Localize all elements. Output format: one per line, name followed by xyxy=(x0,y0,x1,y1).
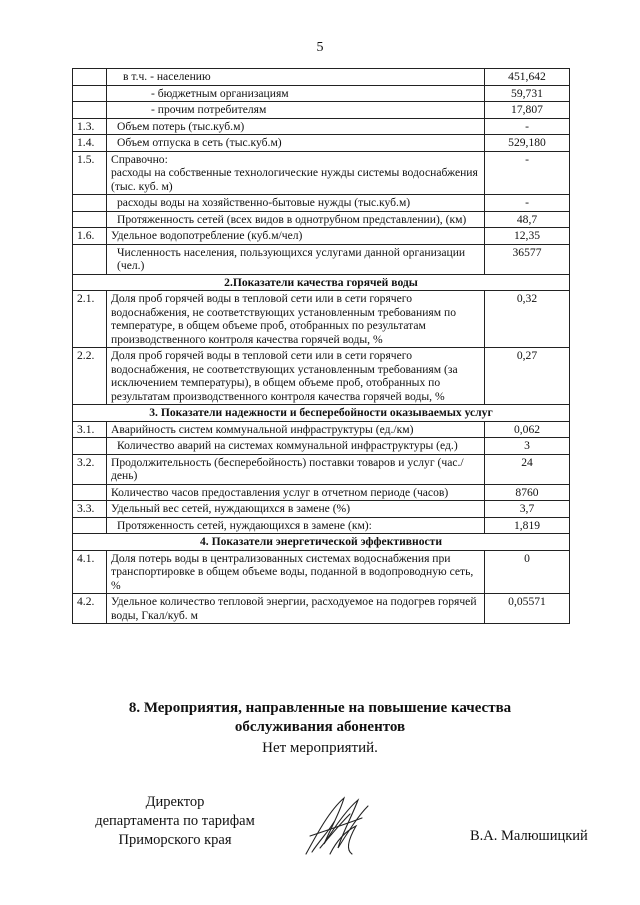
indicators-table-body xyxy=(73,69,570,624)
row-number xyxy=(73,211,107,228)
signer-title xyxy=(86,793,264,850)
table-row xyxy=(73,135,570,152)
row-number xyxy=(73,244,107,274)
row-number xyxy=(73,517,107,534)
row-label: Численность населения, пользующихся услугами данной организации (чел.) xyxy=(107,244,485,274)
section-header: 2.Показатели качества горячей воды xyxy=(73,274,570,291)
table-row xyxy=(73,118,570,135)
signer-title-line2: департамента по тарифам xyxy=(95,813,255,829)
row-number xyxy=(73,102,107,119)
row-value: 17,807 xyxy=(485,102,570,119)
row-label: Количество аварий на системах коммунальной инфраструктуры (ед.) xyxy=(107,438,485,455)
row-number: 1.4. xyxy=(73,135,107,152)
row-value: 48,7 xyxy=(485,211,570,228)
page-number: 5 xyxy=(316,40,324,55)
row-value: - xyxy=(485,151,570,195)
row-value: 451,642 xyxy=(485,69,570,86)
row-number: 1.5. xyxy=(73,151,107,195)
table-row xyxy=(73,244,570,274)
table-row xyxy=(73,438,570,455)
row-label: Объем потерь (тыс.куб.м) xyxy=(107,118,485,135)
section-8-heading-line1: 8. Мероприятия, направленные на повышение качества xyxy=(128,700,512,716)
table-row xyxy=(73,228,570,245)
row-number: 2.2. xyxy=(73,348,107,405)
table-row xyxy=(73,594,570,624)
table-row xyxy=(73,421,570,438)
row-number: 3.2. xyxy=(73,454,107,484)
table-row xyxy=(73,195,570,212)
section-8-heading xyxy=(0,699,640,737)
section-header: 3. Показатели надежности и бесперебойности оказываемых услуг xyxy=(73,405,570,422)
row-number xyxy=(73,195,107,212)
indicators-table xyxy=(72,68,570,624)
row-label: в т.ч. - населению xyxy=(107,69,485,86)
row-value: 0,27 xyxy=(485,348,570,405)
row-value: 0,062 xyxy=(485,421,570,438)
row-label: Доля проб горячей воды в тепловой сети или в сети горячего водоснабжения, не соответствующих установленным требованиям (за исключением температуры), в общем объеме проб, отобранных по результатам производственного контроля качества горячей воды, % xyxy=(107,348,485,405)
table-row xyxy=(73,517,570,534)
table-row xyxy=(73,348,570,405)
row-label: Справочно: расходы на собственные технологические нужды системы водоснабжения (тыс. куб. м) xyxy=(107,151,485,195)
section-header: 4. Показатели энергетической эффективности xyxy=(73,534,570,551)
signer-name: В.А. Малюшицкий xyxy=(470,828,588,844)
table-row xyxy=(73,102,570,119)
table-row xyxy=(73,151,570,195)
row-value: 529,180 xyxy=(485,135,570,152)
row-number xyxy=(73,85,107,102)
row-number: 1.3. xyxy=(73,118,107,135)
table-row xyxy=(73,291,570,348)
row-number: 3.3. xyxy=(73,501,107,518)
signer-title-line3: Приморского края xyxy=(118,832,232,848)
row-label: Аварийность систем коммунальной инфраструктуры (ед./км) xyxy=(107,421,485,438)
section-header-row xyxy=(73,405,570,422)
row-label: Количество часов предоставления услуг в отчетном периоде (часов) xyxy=(107,484,485,501)
row-label: Удельное количество тепловой энергии, расходуемое на подогрев горячей воды, Гкал/куб. м xyxy=(107,594,485,624)
signer-title-line1: Директор xyxy=(145,794,205,810)
row-number: 4.2. xyxy=(73,594,107,624)
row-value: 0 xyxy=(485,550,570,594)
row-label: Доля потерь воды в централизованных системах водоснабжения при транспортировке в общем объеме воды, поданной в водопроводную сеть, % xyxy=(107,550,485,594)
row-label: расходы воды на хозяйственно-бытовые нужды (тыс.куб.м) xyxy=(107,195,485,212)
row-value: 8760 xyxy=(485,484,570,501)
table-row xyxy=(73,211,570,228)
row-value: 3,7 xyxy=(485,501,570,518)
table-row xyxy=(73,501,570,518)
row-value: 0,32 xyxy=(485,291,570,348)
table-row xyxy=(73,550,570,594)
row-label: Протяженность сетей (всех видов в однотрубном представлении), (км) xyxy=(107,211,485,228)
section-8-heading-line2: обслуживания абонентов xyxy=(234,719,406,735)
row-label: Протяженность сетей, нуждающихся в замене (км): xyxy=(107,517,485,534)
no-events-text: Нет мероприятий. xyxy=(262,740,378,756)
handwritten-signature xyxy=(300,792,380,862)
row-value: 3 xyxy=(485,438,570,455)
section-header-row xyxy=(73,274,570,291)
row-value: 12,35 xyxy=(485,228,570,245)
row-label: Удельный вес сетей, нуждающихся в замене (%) xyxy=(107,501,485,518)
row-number xyxy=(73,484,107,501)
row-value: 1,819 xyxy=(485,517,570,534)
row-value: - xyxy=(485,195,570,212)
section-header-row xyxy=(73,534,570,551)
row-value: 36577 xyxy=(485,244,570,274)
row-number: 1.6. xyxy=(73,228,107,245)
row-value: 0,05571 xyxy=(485,594,570,624)
table-row xyxy=(73,69,570,86)
row-value: 59,731 xyxy=(485,85,570,102)
table-row xyxy=(73,85,570,102)
row-number xyxy=(73,438,107,455)
row-label: - бюджетным организациям xyxy=(107,85,485,102)
row-label: - прочим потребителям xyxy=(107,102,485,119)
row-label: Доля проб горячей воды в тепловой сети или в сети горячего водоснабжения, не соответствующих установленным требованиям по температуре, в общем объеме проб, отобранных по результатам производственного контроля качества горячей воды, % xyxy=(107,291,485,348)
row-label: Объем отпуска в сеть (тыс.куб.м) xyxy=(107,135,485,152)
row-label: Удельное водопотребление (куб.м/чел) xyxy=(107,228,485,245)
row-number xyxy=(73,69,107,86)
row-label: Продолжительность (бесперебойность) поставки товаров и услуг (час./день) xyxy=(107,454,485,484)
row-number: 4.1. xyxy=(73,550,107,594)
row-number: 2.1. xyxy=(73,291,107,348)
row-value: - xyxy=(485,118,570,135)
row-value: 24 xyxy=(485,454,570,484)
table-row xyxy=(73,454,570,484)
row-number: 3.1. xyxy=(73,421,107,438)
table-row xyxy=(73,484,570,501)
